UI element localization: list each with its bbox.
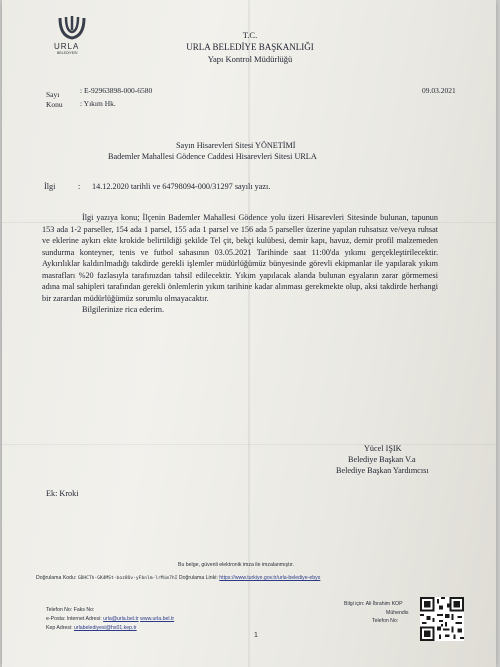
ilgi-colon: : xyxy=(78,182,81,191)
web-link[interactable]: www.urla.bel.tr xyxy=(140,616,175,622)
signer-title-2: Belediye Başkan Yardımcısı xyxy=(336,466,429,475)
recipient-line-1: Sayın Hisarevleri Sitesi YÖNETİMİ xyxy=(176,141,296,150)
fold-crease-lower xyxy=(2,444,496,445)
kep-link[interactable]: urlabelediyesi@hs01.kep.tr xyxy=(73,625,137,631)
logo-wordmark: URLA xyxy=(54,42,80,51)
esign-note: Bu belge, güvenli elektronik imza ile imzalanmıştır. xyxy=(178,562,294,568)
sayi-value: : E-92963898-000-6580 xyxy=(80,86,153,95)
ilgi-label: İlgi xyxy=(44,182,56,191)
attachment-note: Ek: Kroki xyxy=(46,489,79,498)
konu-label: Konu xyxy=(46,100,63,109)
signer-title-1: Belediye Başkan V.a xyxy=(348,455,416,464)
header-country: T.C. xyxy=(242,30,258,40)
info-contact: Bilgi için: Ali İbrahim KOP xyxy=(344,601,403,607)
qr-code-icon[interactable] xyxy=(420,597,464,641)
sayi-label: Sayı xyxy=(46,90,60,99)
page-number: 1 xyxy=(254,632,258,639)
recipient-line-2: Bademler Mahallesi Gödence Caddesi Hisarevleri Sitesi URLA xyxy=(108,152,317,161)
body-paragraph-2: Bilgilerinize rica ederim. xyxy=(82,305,165,314)
logo-subtitle: BELEDİYESİ xyxy=(57,51,78,55)
info-phone: Telefon No: xyxy=(372,618,399,624)
email-label: e-Posta: Internet Adresi: xyxy=(46,616,102,622)
letter-date: 09.03.2021 xyxy=(422,86,456,95)
kep-label: Kep Adresi: xyxy=(46,625,73,631)
header-department: Yapı Kontrol Müdürlüğü xyxy=(207,54,293,64)
body-paragraph-1: İlgi yazıya konu; İlçenin Bademler Mahallesi Gödence yolu üzeri Hisarevleri Sitesinde bulunan, tapunun 153 ada 1-2 parseller, 154 ada 1 parsel, 155 ada 1 parsel ve 156 ada 5 parseller üzerine yapılan ruhsatsız ve/veya ruhsat ve eklerine aykırı ekte krokide belirtildiği şekilde Tel çit, bekçi kulübesi, demir kapı, havuz, demir profil malzemeden sundurma konteyner, tenis ve futbol sahasının 03.05.2021 Tarihinde saat 11:00'da yıkımı gerçekleştirilecektir. Aykırılıklar kaldırılmadığı takdirde gerekli işlemler müdürlüğümüz bünyesinde görevli ekipmanlar ile yapılarak yıkım masrafları %20 fazlasıyla tarafınızdan tahsil edilecektir. Yıkım yapılacak alanda bulunan eşyaların zarar görmemesi adına mal sahipleri tarafından gerekli önlemlerin yıkım tarihine kadar alınması gerekmekte olup, aksi takdirde herhangi bir zarardan müdürlüğümüz sorumlu olmayacaktır. xyxy=(42,213,438,303)
konu-value: : Yıkım Hk. xyxy=(80,99,116,108)
ilgi-value: 14.12.2020 tarihli ve 64798094-000/31297 sayılı yazı. xyxy=(92,182,271,191)
info-title: Mühendis xyxy=(386,610,409,616)
verify-code: GDHCTh-GK4MSt-boz8Ov-yFbnlm-lrMim7hI xyxy=(77,576,178,581)
signer-name: Yücel IŞIK xyxy=(364,444,402,453)
letter-body xyxy=(42,212,438,316)
email-link[interactable]: urla@urla.bel.tr xyxy=(103,616,139,622)
verify-link-label: Doğrulama Linki: xyxy=(178,575,218,581)
header-municipality: URLA BELEDİYE BAŞKANLIĞI xyxy=(186,42,314,52)
phone-fax: Telefon No: Faks No: xyxy=(46,607,95,613)
verify-link[interactable]: https://www.turkiye.gov.tr/urla-belediye-ebys xyxy=(219,575,321,581)
verify-code-label: Doğrulama Kodu: xyxy=(36,575,77,581)
letter-page xyxy=(2,0,496,667)
